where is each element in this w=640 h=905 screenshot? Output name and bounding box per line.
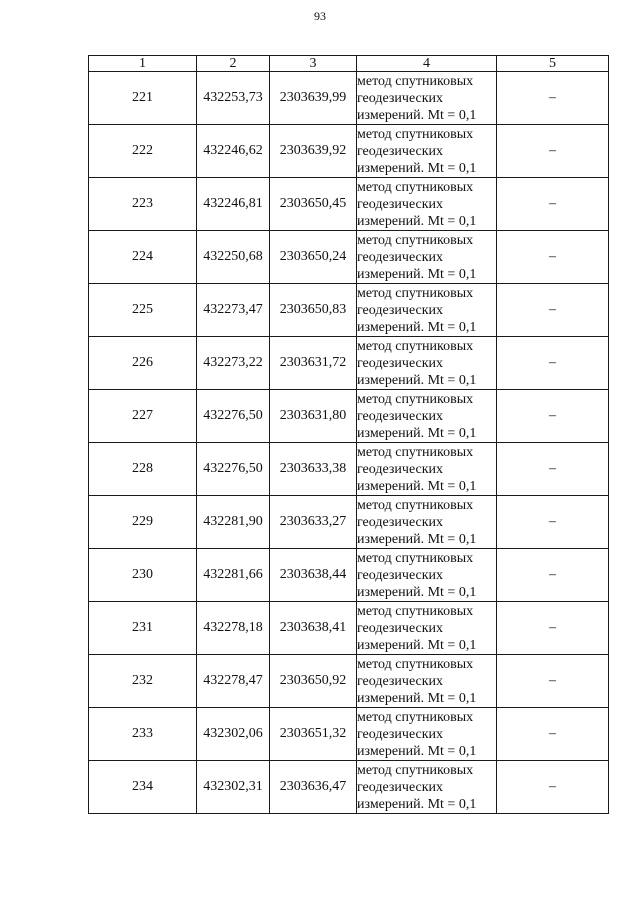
method-cell [357,231,497,284]
method-line: метод спутниковых [357,126,474,142]
header-row [89,56,609,72]
y-coordinate-cell: 2303639,99 [270,72,357,125]
method-line: измерений. Mt = 0,1 [357,690,477,706]
method-line: метод спутниковых [357,762,474,778]
method-line: измерений. Mt = 0,1 [357,266,477,282]
y-coordinate-cell: 2303631,80 [270,390,357,443]
method-line: геодезических [357,355,444,371]
table-row [89,549,609,602]
y-coordinate-cell: 2303651,32 [270,708,357,761]
table-row [89,72,609,125]
method-line: геодезических [357,461,444,477]
x-coordinate-cell: 432246,62 [197,125,270,178]
method-line: измерений. Mt = 0,1 [357,107,477,123]
coordinates-table [88,55,609,814]
note-cell: – [497,496,609,549]
method-line: геодезических [357,90,444,106]
method-line: геодезических [357,514,444,530]
x-coordinate-cell: 432253,73 [197,72,270,125]
method-line: геодезических [357,196,444,212]
note-cell: – [497,443,609,496]
table-row [89,655,609,708]
page-number: 93 [314,9,326,23]
method-line: измерений. Mt = 0,1 [357,478,477,494]
point-number-cell: 231 [89,602,197,655]
header-cell-2: 2 [197,56,270,72]
x-coordinate-cell: 432246,81 [197,178,270,231]
method-line: метод спутниковых [357,550,474,566]
note-cell: – [497,284,609,337]
x-coordinate-cell: 432276,50 [197,390,270,443]
method-cell [357,708,497,761]
method-cell [357,549,497,602]
note-cell: – [497,761,609,814]
x-coordinate-cell: 432278,18 [197,602,270,655]
method-line: геодезических [357,408,444,424]
header-cell-1: 1 [89,56,197,72]
note-cell: – [497,72,609,125]
y-coordinate-cell: 2303638,44 [270,549,357,602]
note-cell: – [497,231,609,284]
method-line: метод спутниковых [357,709,474,725]
y-coordinate-cell: 2303633,38 [270,443,357,496]
table-row [89,708,609,761]
table-row [89,337,609,390]
point-number-cell: 225 [89,284,197,337]
table-row [89,125,609,178]
method-line: измерений. Mt = 0,1 [357,319,477,335]
method-line: измерений. Mt = 0,1 [357,213,477,229]
x-coordinate-cell: 432273,22 [197,337,270,390]
note-cell: – [497,178,609,231]
point-number-cell: 230 [89,549,197,602]
method-line: измерений. Mt = 0,1 [357,425,477,441]
table-body [89,72,609,814]
header-cell-5: 5 [497,56,609,72]
method-line: метод спутниковых [357,656,474,672]
table-row [89,761,609,814]
point-number-cell: 232 [89,655,197,708]
x-coordinate-cell: 432302,06 [197,708,270,761]
method-line: измерений. Mt = 0,1 [357,372,477,388]
x-coordinate-cell: 432276,50 [197,443,270,496]
method-line: измерений. Mt = 0,1 [357,584,477,600]
x-coordinate-cell: 432302,31 [197,761,270,814]
method-line: измерений. Mt = 0,1 [357,160,477,176]
method-line: измерений. Mt = 0,1 [357,637,477,653]
header-cell-4: 4 [357,56,497,72]
point-number-cell: 233 [89,708,197,761]
method-line: метод спутниковых [357,338,474,354]
point-number-cell: 224 [89,231,197,284]
x-coordinate-cell: 432281,90 [197,496,270,549]
table-row [89,390,609,443]
point-number-cell: 226 [89,337,197,390]
method-line: геодезических [357,620,444,636]
header-cell-3: 3 [270,56,357,72]
note-cell: – [497,390,609,443]
method-line: метод спутниковых [357,285,474,301]
method-line: метод спутниковых [357,179,474,195]
method-line: измерений. Mt = 0,1 [357,743,477,759]
point-number-cell: 229 [89,496,197,549]
method-cell [357,72,497,125]
table-header [89,56,609,72]
point-number-cell: 234 [89,761,197,814]
method-line: геодезических [357,567,444,583]
note-cell: – [497,708,609,761]
method-line: геодезических [357,726,444,742]
table-row [89,496,609,549]
point-number-cell: 222 [89,125,197,178]
note-cell: – [497,655,609,708]
note-cell: – [497,549,609,602]
method-line: метод спутниковых [357,603,474,619]
y-coordinate-cell: 2303639,92 [270,125,357,178]
note-cell: – [497,602,609,655]
y-coordinate-cell: 2303638,41 [270,602,357,655]
x-coordinate-cell: 432278,47 [197,655,270,708]
method-line: геодезических [357,302,444,318]
method-cell [357,390,497,443]
point-number-cell: 228 [89,443,197,496]
method-cell [357,602,497,655]
method-line: метод спутниковых [357,73,474,89]
method-line: геодезических [357,779,444,795]
y-coordinate-cell: 2303633,27 [270,496,357,549]
table-row [89,178,609,231]
point-number-cell: 227 [89,390,197,443]
table-row [89,284,609,337]
method-cell [357,443,497,496]
method-cell [357,496,497,549]
method-line: геодезических [357,673,444,689]
note-cell: – [497,125,609,178]
method-cell [357,761,497,814]
method-line: метод спутниковых [357,232,474,248]
table-row [89,602,609,655]
method-line: измерений. Mt = 0,1 [357,531,477,547]
y-coordinate-cell: 2303650,45 [270,178,357,231]
method-line: метод спутниковых [357,497,474,513]
method-cell [357,337,497,390]
point-number-cell: 221 [89,72,197,125]
y-coordinate-cell: 2303631,72 [270,337,357,390]
y-coordinate-cell: 2303636,47 [270,761,357,814]
y-coordinate-cell: 2303650,92 [270,655,357,708]
method-line: метод спутниковых [357,391,474,407]
point-number-cell: 223 [89,178,197,231]
method-line: метод спутниковых [357,444,474,460]
table-row [89,443,609,496]
method-cell [357,655,497,708]
x-coordinate-cell: 432281,66 [197,549,270,602]
table-row [89,231,609,284]
method-cell [357,125,497,178]
method-line: геодезических [357,249,444,265]
x-coordinate-cell: 432250,68 [197,231,270,284]
note-cell: – [497,337,609,390]
method-cell [357,284,497,337]
y-coordinate-cell: 2303650,83 [270,284,357,337]
method-line: геодезических [357,143,444,159]
x-coordinate-cell: 432273,47 [197,284,270,337]
method-line: измерений. Mt = 0,1 [357,796,477,812]
method-cell [357,178,497,231]
y-coordinate-cell: 2303650,24 [270,231,357,284]
